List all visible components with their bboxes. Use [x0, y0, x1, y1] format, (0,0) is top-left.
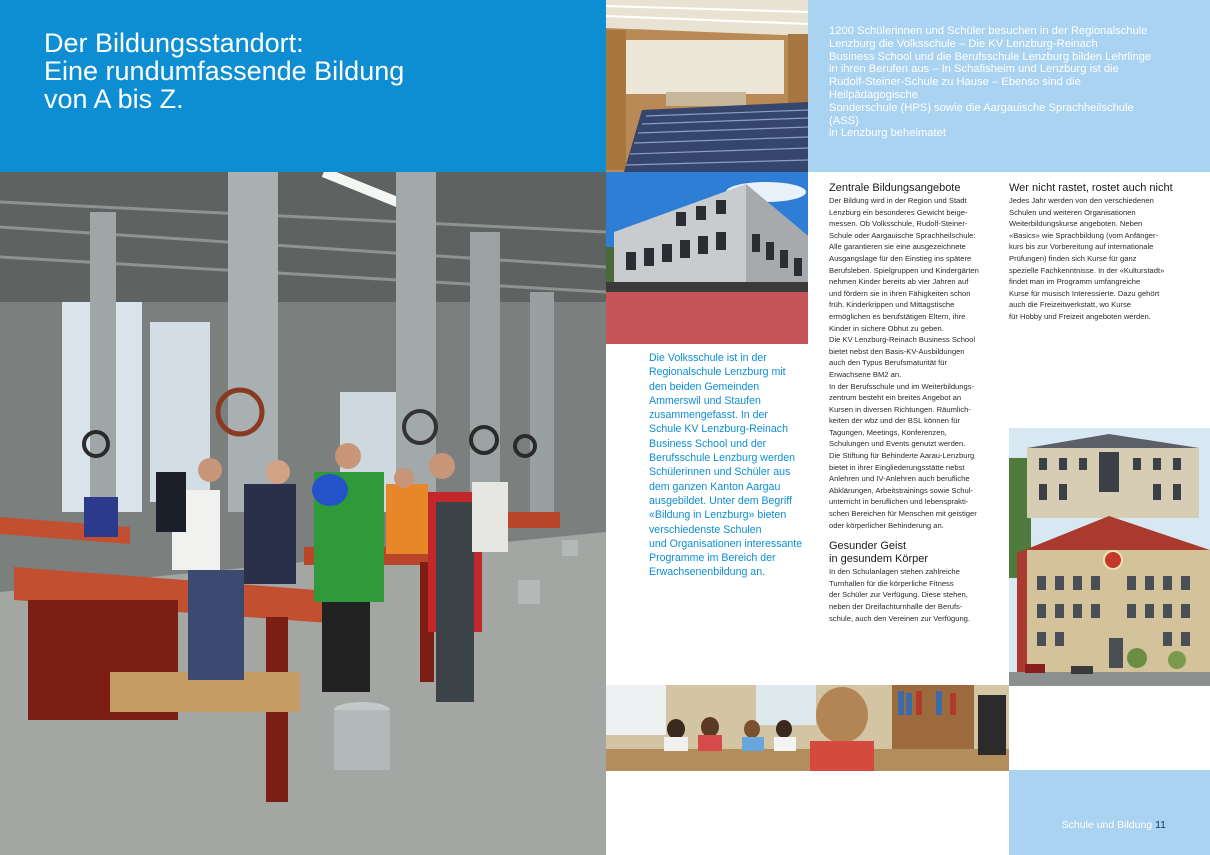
- pull-quote-line: Business School und der: [649, 437, 767, 450]
- historic-building-photo: [1009, 428, 1210, 686]
- section-heading: Wer nicht rastet, rostet auch nicht: [1009, 182, 1173, 194]
- body-line: unterricht in beruflichen und lebensprakti-: [829, 497, 969, 507]
- body-line: Lenzburg ein besonderes Gewicht beige-: [829, 207, 968, 217]
- pull-quote-line: Schülerinnen und Schüler aus: [649, 466, 791, 479]
- intro-line: Sonderschule (HPS) sowie die Aargauische Sprachheilschule (ASS): [829, 101, 1134, 127]
- intro-line: 1200 Schülerinnen und Schüler besuchen in der Regionalschule: [829, 25, 1148, 37]
- body-line: Ausgangslage für den Einstieg ins spätere: [829, 253, 972, 263]
- section-heading-health: [829, 540, 999, 566]
- body-line: Erwachsene BM2 an.: [829, 369, 902, 379]
- body-line: Abklärungen, Arbeitstrainings sowie Schul-: [829, 485, 973, 495]
- body-line: Berufsleben. Spielgruppen und Kindergärten: [829, 265, 979, 275]
- page-footer: [1062, 819, 1166, 831]
- body-line: «Basics» wie Sprachbildung (vom Anfänger-: [1009, 230, 1159, 240]
- pull-quote-line: verschiedenste Schulen: [649, 523, 762, 536]
- school-building-photo: [606, 172, 808, 344]
- pull-quote-line: Regionalschule Lenzburg mit: [649, 366, 786, 379]
- body-line: findet man im Programm umfangreiche: [1009, 277, 1141, 287]
- intro-text: [829, 25, 1159, 140]
- classroom-photo: [606, 685, 1009, 771]
- body-line: Schule oder Aargauische Sprachheilschule:: [829, 230, 976, 240]
- body-line: Tagungen, Meetings, Konferenzen,: [829, 427, 947, 437]
- body-line: spezielle Fachkenntnisse. In der «Kulturstadt»: [1009, 265, 1165, 275]
- body-line: der Schüler zur Verfügung. Diese stehen,: [829, 590, 968, 600]
- body-line: und fördern sie in ihren Fähigkeiten schon: [829, 288, 971, 298]
- page-number: 11: [1155, 819, 1166, 831]
- page-title-line-3: von A bis Z.: [44, 84, 184, 114]
- body-line: Kurse für musisch Interessierte. Dazu gehört: [1009, 288, 1160, 298]
- body-line: Alle garantieren sie eine ausgezeichnete: [829, 242, 966, 252]
- body-line: In den Schulanlagen stehen zahlreiche: [829, 567, 960, 577]
- body-line: Jedes Jahr werden von den verschiedenen: [1009, 196, 1154, 205]
- body-line: Weiterbildungskurse angeboten. Neben: [1009, 219, 1143, 229]
- body-line: kurs bis zur Vorbereitung auf internationale: [1009, 242, 1154, 252]
- pull-quote-line: Die Volksschule ist in der: [649, 352, 767, 364]
- intro-line: in ihren Berufen aus – In Schafisheim und Lenzburg ist die: [829, 63, 1119, 76]
- body-line: nehmen Kinder bereits ab vier Jahren auf: [829, 277, 969, 287]
- body-line: auch den Typus Berufsmaturität für: [829, 358, 948, 368]
- page-title-line-1: Der Bildungsstandort:: [44, 28, 304, 58]
- pull-quote-line: und Organisationen interessante: [649, 537, 803, 550]
- body-line: für Hobby und Freizeit angeboten werden.: [1009, 311, 1151, 321]
- body-line: In der Berufsschule und im Weiterbildungs-: [829, 381, 975, 391]
- column-education-offers: [829, 182, 999, 624]
- section-name: Schule und Bildung: [1061, 819, 1153, 831]
- body-line: Die KV Lenzburg-Reinach Business School: [829, 335, 976, 345]
- title-block: [0, 0, 606, 172]
- body-line: Anlehren und IV-Anlehren auch berufliche: [829, 474, 970, 484]
- section-body: [829, 195, 999, 531]
- column-continuing-education: [1009, 182, 1179, 323]
- body-line: Kursen in diversen Richtungen. Räumlich-: [829, 404, 971, 414]
- body-line: Turnhallen für die körperliche Fitness: [829, 578, 954, 588]
- intro-line: Lenzburg die Volksschule – Die KV Lenzburg-Reinach: [829, 37, 1098, 50]
- body-line: bietet nebst den Basis-KV-Ausbildungen: [829, 346, 965, 356]
- body-line: ermöglichen es berufstätigen Eltern, ihre: [829, 311, 966, 321]
- pull-quote-line: den beiden Gemeinden: [649, 380, 760, 393]
- pull-quote-line: ausgebildet. Unter dem Begriff: [649, 494, 792, 507]
- body-line: zentrum besteht ein breites Angebot an: [829, 393, 962, 403]
- body-line: Schulungen und Events genutzt werden.: [829, 439, 966, 449]
- pull-quote-line: Erwachsenenbildung an.: [649, 566, 766, 579]
- pull-quote-line: dem ganzen Kanton Aargau: [649, 480, 781, 493]
- body-line: oder körperlicher Behinderung an.: [829, 520, 944, 530]
- intro-line: in Lenzburg beheimatet: [829, 127, 946, 140]
- body-line: Der Bildung wird in der Region und Stadt: [829, 196, 967, 205]
- body-line: Kinder in sichere Obhut zu geben.: [829, 323, 944, 333]
- pull-quote-line: Ammerswil und Staufen: [649, 394, 761, 407]
- body-line: Die Stiftung für Behinderte Aarau-Lenzburg: [829, 451, 975, 461]
- page-title-line-2: Eine rundumfassende Bildung: [44, 56, 405, 86]
- pull-quote-line: Schule KV Lenzburg-Reinach: [649, 423, 788, 436]
- body-line: schule, auch den Vereinen zur Verfügung.: [829, 613, 971, 623]
- body-line: bietet in ihrer Eingliederungsstätte nebst: [829, 462, 965, 472]
- footer-block: [1009, 770, 1210, 855]
- body-line: schen Bereichen für Menschen mit geistiger: [829, 509, 977, 519]
- pull-quote-line: Berufsschule Lenzburg werden: [649, 452, 796, 465]
- pull-quote-line: zusammengefasst. In der: [649, 409, 768, 422]
- pull-quote-line: «Bildung in Lenzburg» bieten: [649, 509, 787, 522]
- intro-block: [808, 0, 1210, 172]
- body-line: neben der Dreifachturnhalle der Berufs-: [829, 602, 963, 611]
- body-line: Prüfungen) finden sich Kurse für ganz: [1009, 253, 1137, 263]
- section-body-health: [829, 566, 999, 624]
- body-line: früh. Kinderkrippen und Mittagstische: [829, 300, 955, 310]
- section-body: [1009, 195, 1179, 323]
- body-line: keiten der wbz und der BSL können für: [829, 416, 961, 426]
- body-line: auch die Freizeitwerkstatt, wo Kurse: [1009, 300, 1131, 310]
- section-heading: Zentrale Bildungsangebote: [829, 182, 961, 194]
- lecture-hall-photo: [606, 0, 808, 172]
- pull-quote-line: Programme im Bereich der: [649, 552, 776, 565]
- body-line: Schulen und weiteren Organisationen: [1009, 207, 1136, 217]
- pull-quote: [649, 351, 817, 580]
- intro-line: Rudolf-Steiner-Schule zu Hause – Ebenso sind die Heilpädagogische: [829, 76, 1081, 101]
- heading-line: in gesundem Körper: [829, 553, 929, 566]
- intro-line: Business School und die Berufsschule Lenzburg bilden Lehrlinge: [829, 50, 1152, 63]
- body-line: messen. Ob Volksschule, Rudolf-Steiner-: [829, 219, 968, 229]
- workshop-photo: [0, 172, 606, 855]
- heading-line: Gesunder Geist: [829, 540, 907, 553]
